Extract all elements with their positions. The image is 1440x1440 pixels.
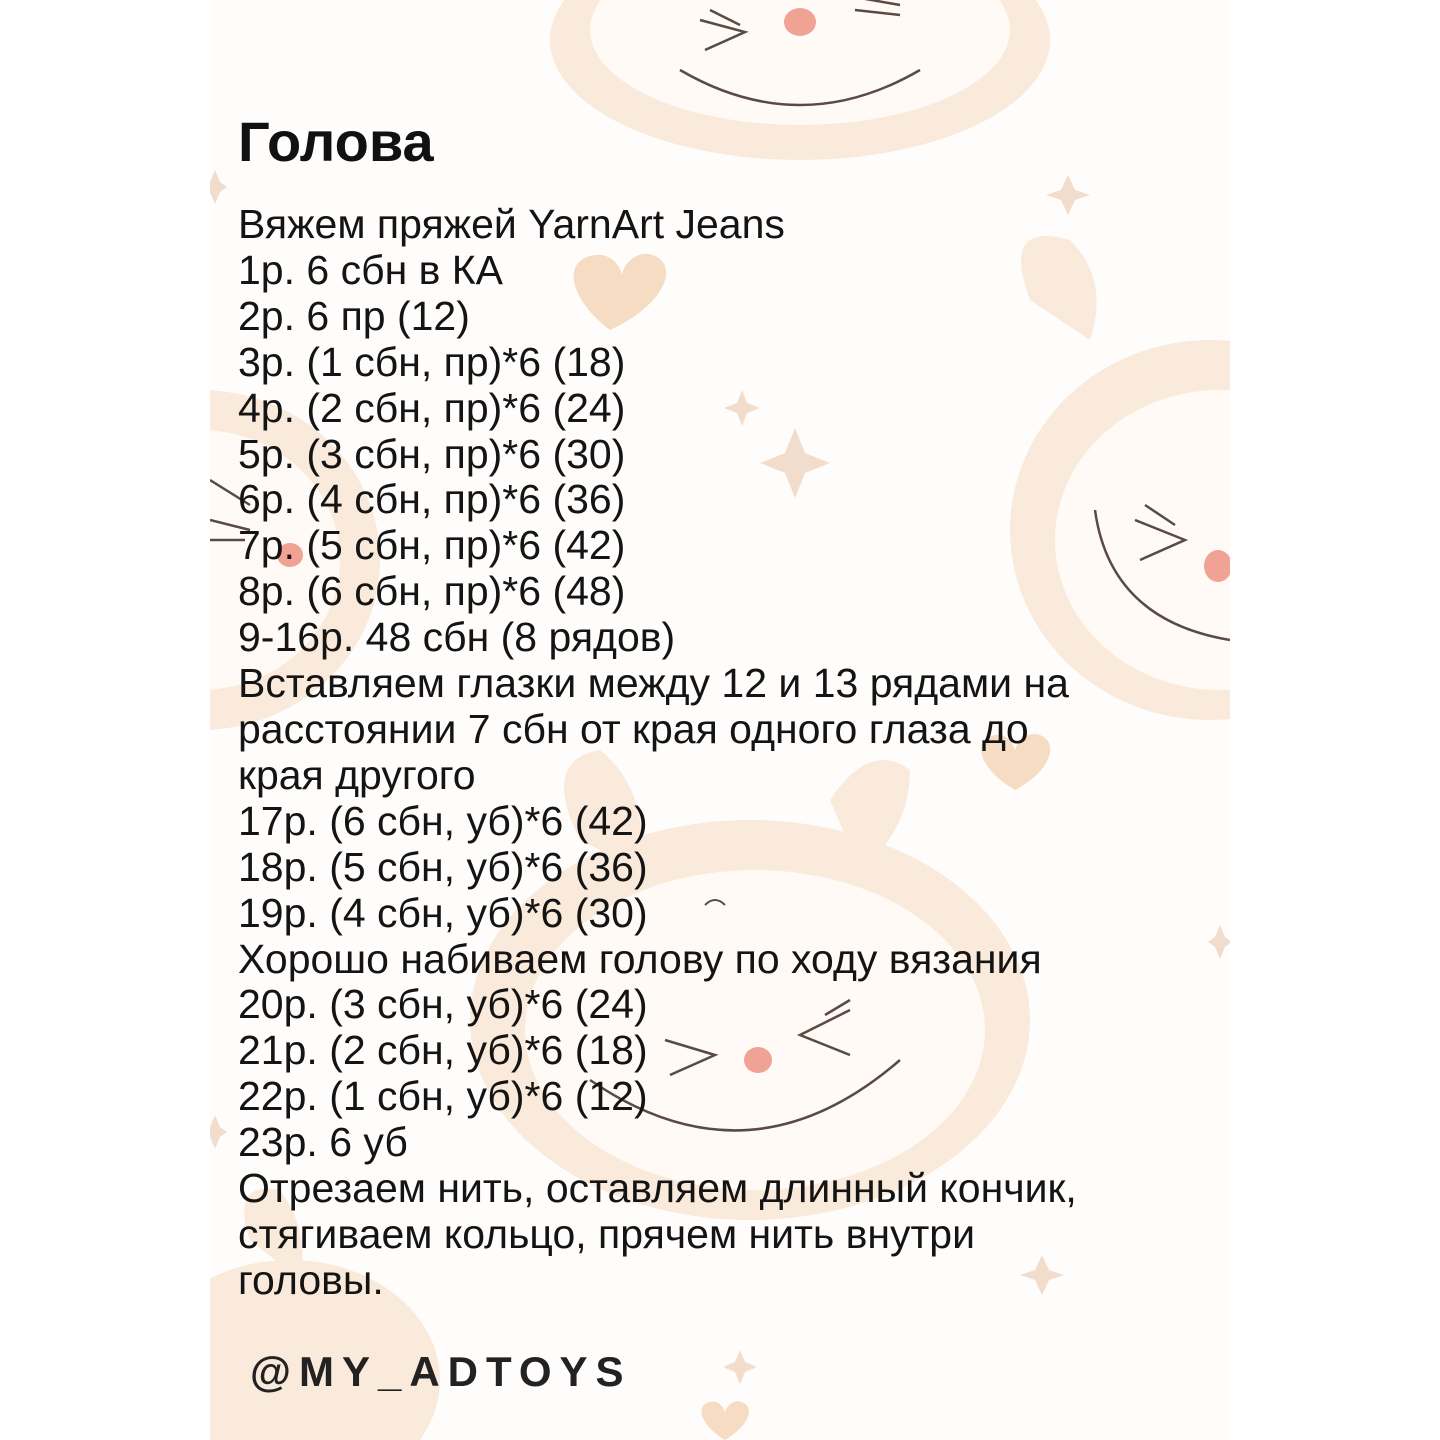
section-title: Голова <box>238 110 434 173</box>
instruction-line: расстоянии 7 сбн от края одного глаза до <box>238 705 1029 752</box>
row-line: 19р. (4 сбн, уб)*6 (30) <box>238 889 648 936</box>
row-line: 22р. (1 сбн, уб)*6 (12) <box>238 1073 648 1120</box>
instruction-line: головы. <box>238 1256 384 1303</box>
row-line: 3р. (1 сбн, пр)*6 (18) <box>238 338 626 385</box>
instruction-line: края другого <box>238 751 476 798</box>
row-line: 9-16р. 48 сбн (8 рядов) <box>238 614 676 661</box>
row-line: 6р. (4 сбн, пр)*6 (36) <box>238 476 626 523</box>
row-line: 23р. 6 уб <box>238 1119 408 1166</box>
row-line: 4р. (2 сбн, пр)*6 (24) <box>238 384 626 431</box>
row-line: 1р. 6 сбн в КА <box>238 246 503 293</box>
row-line: 7р. (5 сбн, пр)*6 (42) <box>238 522 626 569</box>
row-line: 2р. 6 пр (12) <box>238 292 470 339</box>
row-line: 20р. (3 сбн, уб)*6 (24) <box>238 981 648 1028</box>
instruction-line: Вставляем глазки между 12 и 13 рядами на <box>238 660 1069 707</box>
instruction-line: Хорошо набиваем голову по ходу вязания <box>238 935 1042 982</box>
instruction-line: Вяжем пряжей YarnArt Jeans <box>238 201 785 247</box>
instruction-line: стягиваем кольцо, прячем нить внутри <box>238 1210 975 1257</box>
pattern-instructions <box>238 110 1218 1304</box>
instruction-line: Отрезаем нить, оставляем длинный кончик, <box>238 1165 1077 1212</box>
row-line: 18р. (5 сбн, уб)*6 (36) <box>238 843 648 890</box>
row-line: 17р. (6 сбн, уб)*6 (42) <box>238 797 648 844</box>
row-line: 8р. (6 сбн, пр)*6 (48) <box>238 568 626 615</box>
author-handle: @MY_ADTOYS <box>250 1348 632 1395</box>
row-line: 21р. (2 сбн, уб)*6 (18) <box>238 1027 648 1074</box>
row-line: 5р. (3 сбн, пр)*6 (30) <box>238 430 626 477</box>
instruction-lines <box>238 202 1218 1304</box>
